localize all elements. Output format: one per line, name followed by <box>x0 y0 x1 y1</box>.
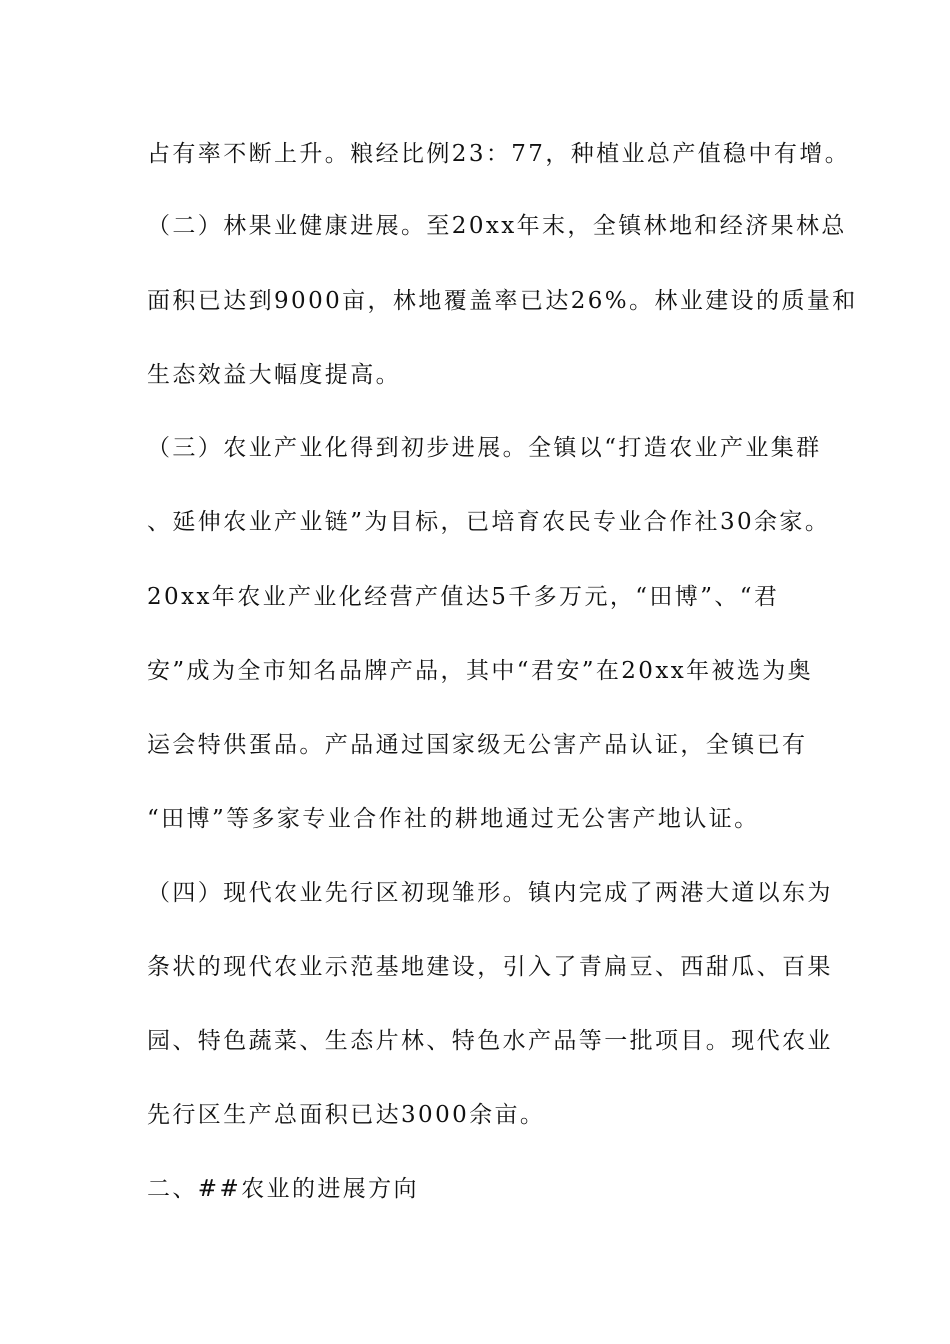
text-line: 运会特供蛋品。产品通过国家级无公害产品认证，全镇已有 <box>147 732 808 758</box>
text-line: 20xx年农业产业化经营产值达5千多万元，“田博”、“君 <box>147 584 780 610</box>
text-line: 占有率不断上升。粮经比例23：77，种植业总产值稳中有增。 <box>147 141 851 167</box>
section-heading: 二、##农业的进展方向 <box>147 1176 419 1202</box>
text-line: “田博”等多家专业合作社的耕地通过无公害产地认证。 <box>147 806 760 832</box>
text-line: 安”成为全市知名品牌产品，其中“君安”在20xx年被选为奥 <box>147 658 814 684</box>
text-line: 条状的现代农业示范基地建设，引入了青扁豆、西甜瓜、百果 <box>147 954 833 980</box>
text-line: （二）林果业健康进展。至20xx年末，全镇林地和经济果林总 <box>147 213 847 239</box>
text-line: 生态效益大幅度提高。 <box>147 362 401 388</box>
text-line: 、延伸农业产业链”为目标，已培育农民专业合作社30余家。 <box>147 509 831 535</box>
text-line: 先行区生产总面积已达3000余亩。 <box>147 1102 546 1128</box>
text-line: （四）现代农业先行区初现雏形。镇内完成了两港大道以东为 <box>147 880 833 906</box>
text-line: （三）农业产业化得到初步进展。全镇以“打造农业产业集群 <box>147 435 822 461</box>
text-line: 园、特色蔬菜、生态片林、特色水产品等一批项目。现代农业 <box>147 1028 833 1054</box>
text-line: 面积已达到9000亩，林地覆盖率已达26%。林业建设的质量和 <box>147 288 858 314</box>
